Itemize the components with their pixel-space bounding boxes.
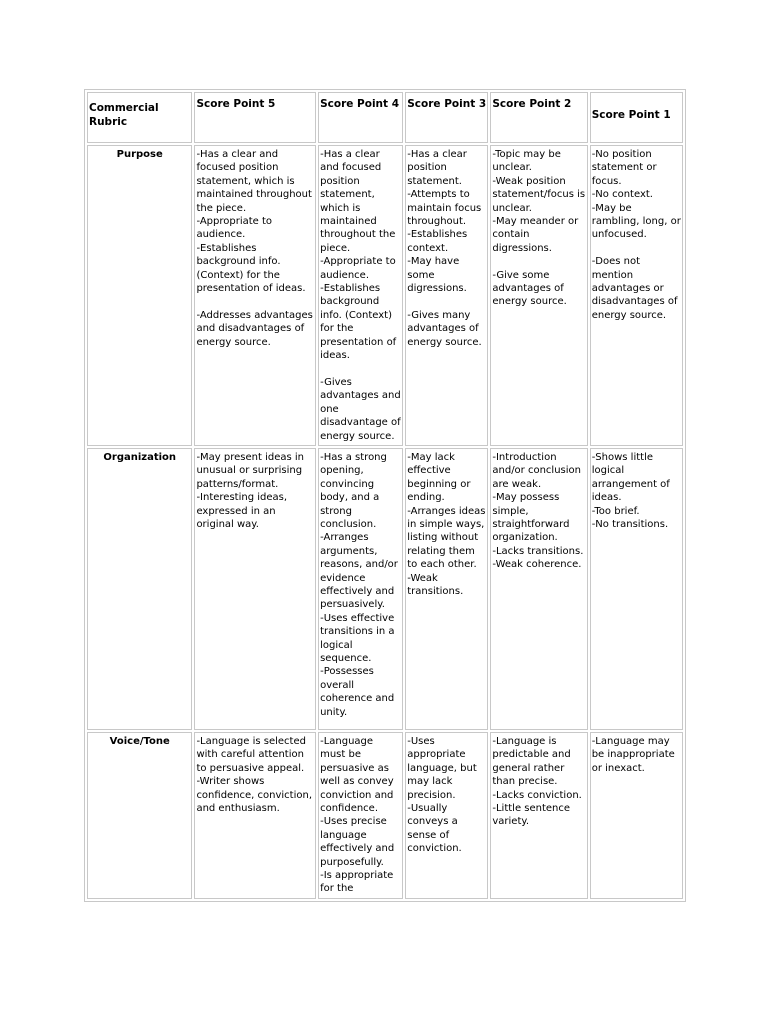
table-cell bbox=[405, 145, 488, 446]
table-cell bbox=[194, 732, 316, 899]
cell-text: -Has a clear and focused position statement, which is maintained throughout the piece. -Appropriate to audience. -Establishes background info. (Context) for the presentation of ideas. -Gives advantages and one disadvantage of energy source. bbox=[320, 149, 401, 442]
rubric-title-cell bbox=[87, 92, 192, 143]
table-cell bbox=[590, 448, 683, 730]
table-cell bbox=[590, 145, 683, 446]
table-cell bbox=[490, 732, 587, 899]
header-label: Score Point 1 bbox=[591, 108, 671, 121]
cell-text: -Language may be inappropriate or inexact. bbox=[591, 735, 678, 774]
header-label: Score Point 5 bbox=[196, 98, 276, 110]
table-cell bbox=[194, 145, 316, 446]
table-cell bbox=[405, 448, 488, 730]
table-cell bbox=[590, 732, 683, 899]
table-cell bbox=[318, 732, 403, 899]
table-row-voice-tone bbox=[87, 732, 683, 899]
header-label: Score Point 3 bbox=[407, 98, 487, 110]
header-row bbox=[87, 92, 683, 143]
header-cell-score-5 bbox=[194, 92, 316, 143]
rubric-table bbox=[84, 89, 686, 902]
table-cell bbox=[318, 145, 403, 446]
cell-text: -Language must be persuasive as well as convey conviction and confidence. -Uses precise language effectively and purposefully. -Is appropriate for the bbox=[320, 735, 395, 895]
header-cell-score-4 bbox=[318, 92, 403, 143]
table-row-purpose bbox=[87, 145, 683, 446]
cell-text: -Topic may be unclear. -Weak position statement/focus is unclear. -May meander or contain digressions. -Give some advantages of energy source. bbox=[492, 149, 586, 308]
row-label-purpose: Purpose bbox=[87, 145, 192, 446]
header-cell-score-1 bbox=[590, 92, 683, 143]
rubric-title: Commercial Rubric bbox=[89, 102, 159, 128]
cell-text: -Introduction and/or conclusion are weak. -May possess simple, straightforward organization. -Lacks transitions. -Weak coherence. bbox=[492, 451, 584, 571]
cell-text: -May lack effective beginning or ending. -Arranges ideas in simple ways, listing without relating them to each other. -Weak transitions. bbox=[407, 451, 486, 597]
header-cell-score-2 bbox=[490, 92, 587, 143]
table-cell bbox=[490, 145, 587, 446]
row-label-organization: Organization bbox=[87, 448, 192, 730]
header-cell-score-3 bbox=[405, 92, 488, 143]
table-cell bbox=[318, 448, 403, 730]
cell-text: -Shows little logical arrangement of ideas. -Too brief. -No transitions. bbox=[591, 451, 670, 530]
table-cell bbox=[194, 448, 316, 730]
cell-text: -Language is selected with careful attention to persuasive appeal. -Writer shows confidence, conviction, and enthusiasm. bbox=[196, 735, 313, 814]
cell-text: -Has a strong opening, convincing body, and a strong conclusion. -Arranges arguments, reasons, and/or evidence effectively and persuasively. -Uses effective transitions in a logical sequence. -Possesses overall coherence and unity. bbox=[320, 451, 398, 718]
header-label: Score Point 2 bbox=[492, 98, 572, 110]
table-cell bbox=[405, 732, 488, 899]
cell-text: -Has a clear and focused position statement, which is maintained throughout the piece. -Appropriate to audience. -Establishes background info. (Context) for the presentation of ideas. -Addresses advantages and disadvantages of energy source. bbox=[196, 149, 313, 348]
cell-text: -May present ideas in unusual or surprising patterns/format. -Interesting ideas, expressed in an original way. bbox=[196, 451, 305, 530]
cell-text: -Language is predictable and general rather than precise. -Lacks conviction. -Little sentence variety. bbox=[492, 735, 582, 828]
cell-text: -Uses appropriate language, but may lack precision. -Usually conveys a sense of conviction. bbox=[407, 735, 477, 855]
cell-text: -Has a clear position statement. -Attempts to maintain focus throughout. -Establishes context. -May have some digressions. -Gives many advantages of energy source. bbox=[407, 149, 482, 348]
cell-text: -No position statement or focus. -No context. -May be rambling, long, or unfocused. -Does not mention advantages or disadvantages of energy source. bbox=[591, 149, 681, 321]
table-cell bbox=[490, 448, 587, 730]
header-label: Score Point 4 bbox=[320, 98, 400, 110]
table-row-organization bbox=[87, 448, 683, 730]
row-label-voice-tone: Voice/Tone bbox=[87, 732, 192, 899]
